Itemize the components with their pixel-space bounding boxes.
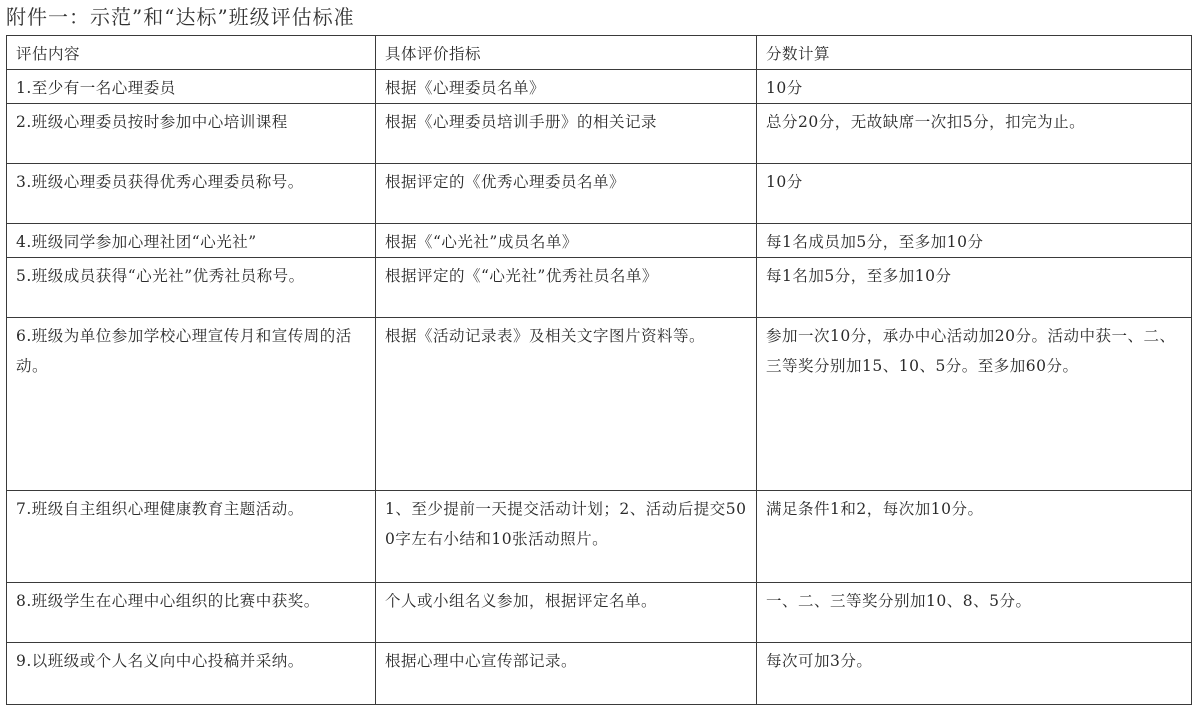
cell-indicator: 根据《“心光社”成员名单》 bbox=[376, 224, 757, 258]
cell-indicator: 根据《活动记录表》及相关文字图片资料等。 bbox=[376, 318, 757, 491]
table-row bbox=[7, 224, 1192, 258]
document-title: 附件一：示范”和“达标”班级评估标准 bbox=[6, 5, 355, 29]
cell-score: 每次可加3分。 bbox=[757, 643, 1192, 705]
cell-indicator: 1、至少提前一天提交活动计划；2、活动后提交500字左右小结和10张活动照片。 bbox=[376, 491, 757, 583]
table-row bbox=[7, 104, 1192, 164]
cell-content: 5.班级成员获得“心光社”优秀社员称号。 bbox=[7, 258, 376, 318]
table-row bbox=[7, 643, 1192, 705]
table-row bbox=[7, 164, 1192, 224]
cell-content: 2.班级心理委员按时参加中心培训课程 bbox=[7, 104, 376, 164]
table-row bbox=[7, 318, 1192, 491]
cell-score: 满足条件1和2，每次加10分。 bbox=[757, 491, 1192, 583]
cell-indicator: 根据评定的《优秀心理委员名单》 bbox=[376, 164, 757, 224]
cell-score: 一、二、三等奖分别加10、8、5分。 bbox=[757, 583, 1192, 643]
cell-score: 10分 bbox=[757, 164, 1192, 224]
cell-indicator: 根据心理中心宣传部记录。 bbox=[376, 643, 757, 705]
table-row bbox=[7, 491, 1192, 583]
table-row bbox=[7, 583, 1192, 643]
cell-content: 4.班级同学参加心理社团“心光社” bbox=[7, 224, 376, 258]
cell-content: 7.班级自主组织心理健康教育主题活动。 bbox=[7, 491, 376, 583]
header-evaluation-indicator: 具体评价指标 bbox=[376, 36, 757, 70]
cell-content: 8.班级学生在心理中心组织的比赛中获奖。 bbox=[7, 583, 376, 643]
cell-content: 6.班级为单位参加学校心理宣传月和宣传周的活动。 bbox=[7, 318, 376, 491]
table-header-row bbox=[7, 36, 1192, 70]
cell-content: 1.至少有一名心理委员 bbox=[7, 70, 376, 104]
table-row bbox=[7, 70, 1192, 104]
cell-score: 每1名成员加5分，至多加10分 bbox=[757, 224, 1192, 258]
table-row bbox=[7, 258, 1192, 318]
cell-indicator: 个人或小组名义参加，根据评定名单。 bbox=[376, 583, 757, 643]
cell-score: 参加一次10分，承办中心活动加20分。活动中获一、二、三等奖分别加15、10、5分。至多加60分。 bbox=[757, 318, 1192, 491]
cell-indicator: 根据《心理委员培训手册》的相关记录 bbox=[376, 104, 757, 164]
cell-score: 总分20分，无故缺席一次扣5分，扣完为止。 bbox=[757, 104, 1192, 164]
cell-content: 9.以班级或个人名义向中心投稿并采纳。 bbox=[7, 643, 376, 705]
evaluation-criteria-table bbox=[6, 35, 1192, 705]
header-evaluation-content: 评估内容 bbox=[7, 36, 376, 70]
cell-score: 每1名加5分，至多加10分 bbox=[757, 258, 1192, 318]
cell-content: 3.班级心理委员获得优秀心理委员称号。 bbox=[7, 164, 376, 224]
header-score-calculation: 分数计算 bbox=[757, 36, 1192, 70]
cell-indicator: 根据评定的《“心光社”优秀社员名单》 bbox=[376, 258, 757, 318]
cell-indicator: 根据《心理委员名单》 bbox=[376, 70, 757, 104]
cell-score: 10分 bbox=[757, 70, 1192, 104]
